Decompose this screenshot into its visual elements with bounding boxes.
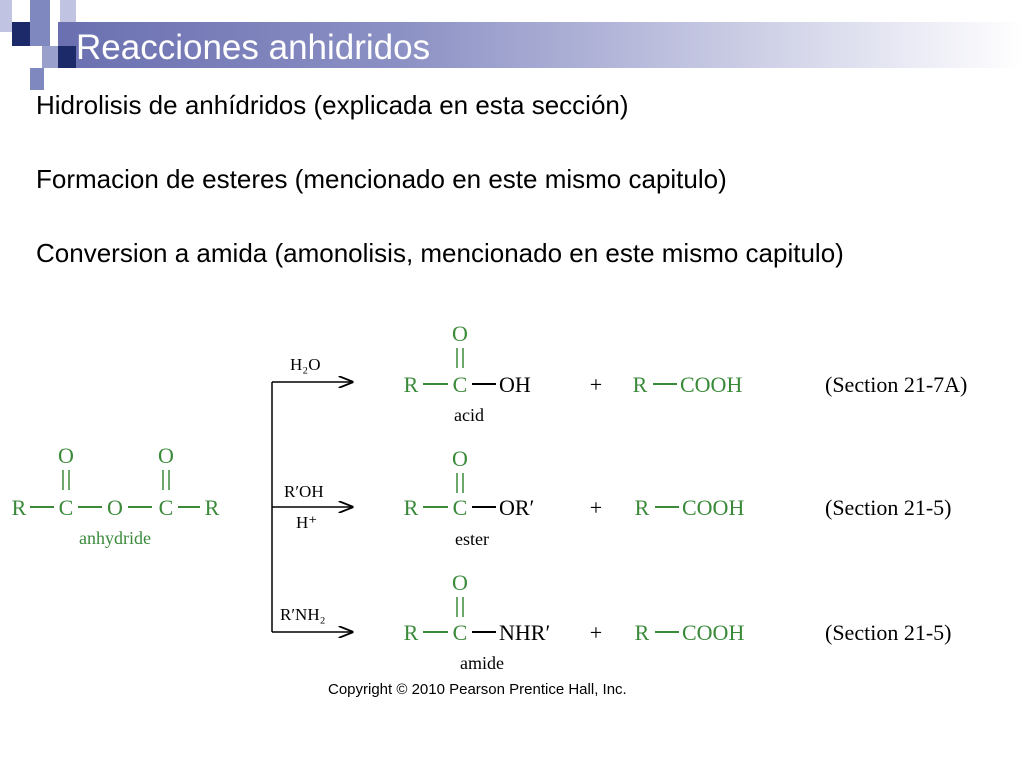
amide-byproduct: COOH (682, 620, 745, 645)
acid-group: OH (499, 372, 531, 397)
anhydride-structure (12, 443, 220, 548)
ester-r: R (403, 495, 419, 520)
ester-label: ester (455, 529, 489, 549)
anhydride-c-1: C (58, 495, 74, 520)
anhydride-r-left: R (11, 495, 27, 520)
amide-section-ref: (Section 21-5) (825, 620, 952, 645)
ester-byproduct-r: R (634, 495, 650, 520)
deco-square-light (0, 0, 12, 32)
acid-label: acid (454, 405, 484, 425)
deco-square-dark (12, 22, 30, 46)
amide-plus: + (589, 620, 603, 645)
reagent-acid-catalyst: H⁺ (296, 513, 318, 532)
bullet-esters: Formacion de esteres (mencionado en este mismo capitulo) (36, 164, 727, 194)
bullet-hydrolysis: Hidrolisis de anhídridos (explicada en esta sección) (36, 90, 629, 120)
product-row-ester (404, 446, 952, 549)
acid-r: R (403, 372, 419, 397)
acid-byproduct-r: R (632, 372, 648, 397)
acid-plus: + (589, 372, 603, 397)
reagent-alcohol: R′OH (284, 482, 324, 501)
ester-group: OR′ (499, 495, 535, 520)
anhydride-c-2: C (158, 495, 174, 520)
ester-section-ref: (Section 21-5) (825, 495, 952, 520)
copyright-notice: Copyright © 2010 Pearson Prentice Hall, Inc. (328, 681, 627, 698)
acid-section-ref: (Section 21-7A) (825, 372, 968, 397)
anhydride-o-bridge: O (107, 495, 123, 520)
acid-byproduct: COOH (680, 372, 743, 397)
amide-c: C (452, 620, 468, 645)
amide-label: amide (460, 653, 504, 673)
anhydride-carbonyl-o-2: O (158, 443, 174, 468)
product-row-amide (404, 570, 952, 673)
ester-plus: + (589, 495, 603, 520)
product-row-acid (404, 321, 968, 425)
deco-square-mid-2 (42, 46, 58, 68)
anhydride-r-right: R (204, 495, 220, 520)
anhydride-label: anhydride (79, 528, 151, 548)
amide-carbonyl-o: O (452, 570, 468, 595)
ester-byproduct: COOH (682, 495, 745, 520)
deco-square-dark-2 (58, 46, 76, 68)
reaction-arrows (272, 382, 352, 632)
reagent-water: H₂O (290, 355, 321, 374)
amide-r: R (403, 620, 419, 645)
slide-title: Reacciones anhidridos (76, 28, 431, 67)
amide-byproduct-r: R (634, 620, 650, 645)
acid-carbonyl-o: O (452, 321, 468, 346)
amide-group: NHR′ (499, 620, 551, 645)
reagent-amine: R′NH₂ (280, 605, 326, 624)
deco-square-lower (30, 68, 44, 90)
ester-carbonyl-o: O (452, 446, 468, 471)
deco-square-light-2 (60, 0, 76, 22)
deco-square-mid (30, 0, 50, 46)
anhydride-carbonyl-o-1: O (58, 443, 74, 468)
bullet-amide: Conversion a amida (amonolisis, mencionado en este mismo capitulo) (36, 238, 844, 268)
acid-c: C (452, 372, 468, 397)
ester-c: C (452, 495, 468, 520)
